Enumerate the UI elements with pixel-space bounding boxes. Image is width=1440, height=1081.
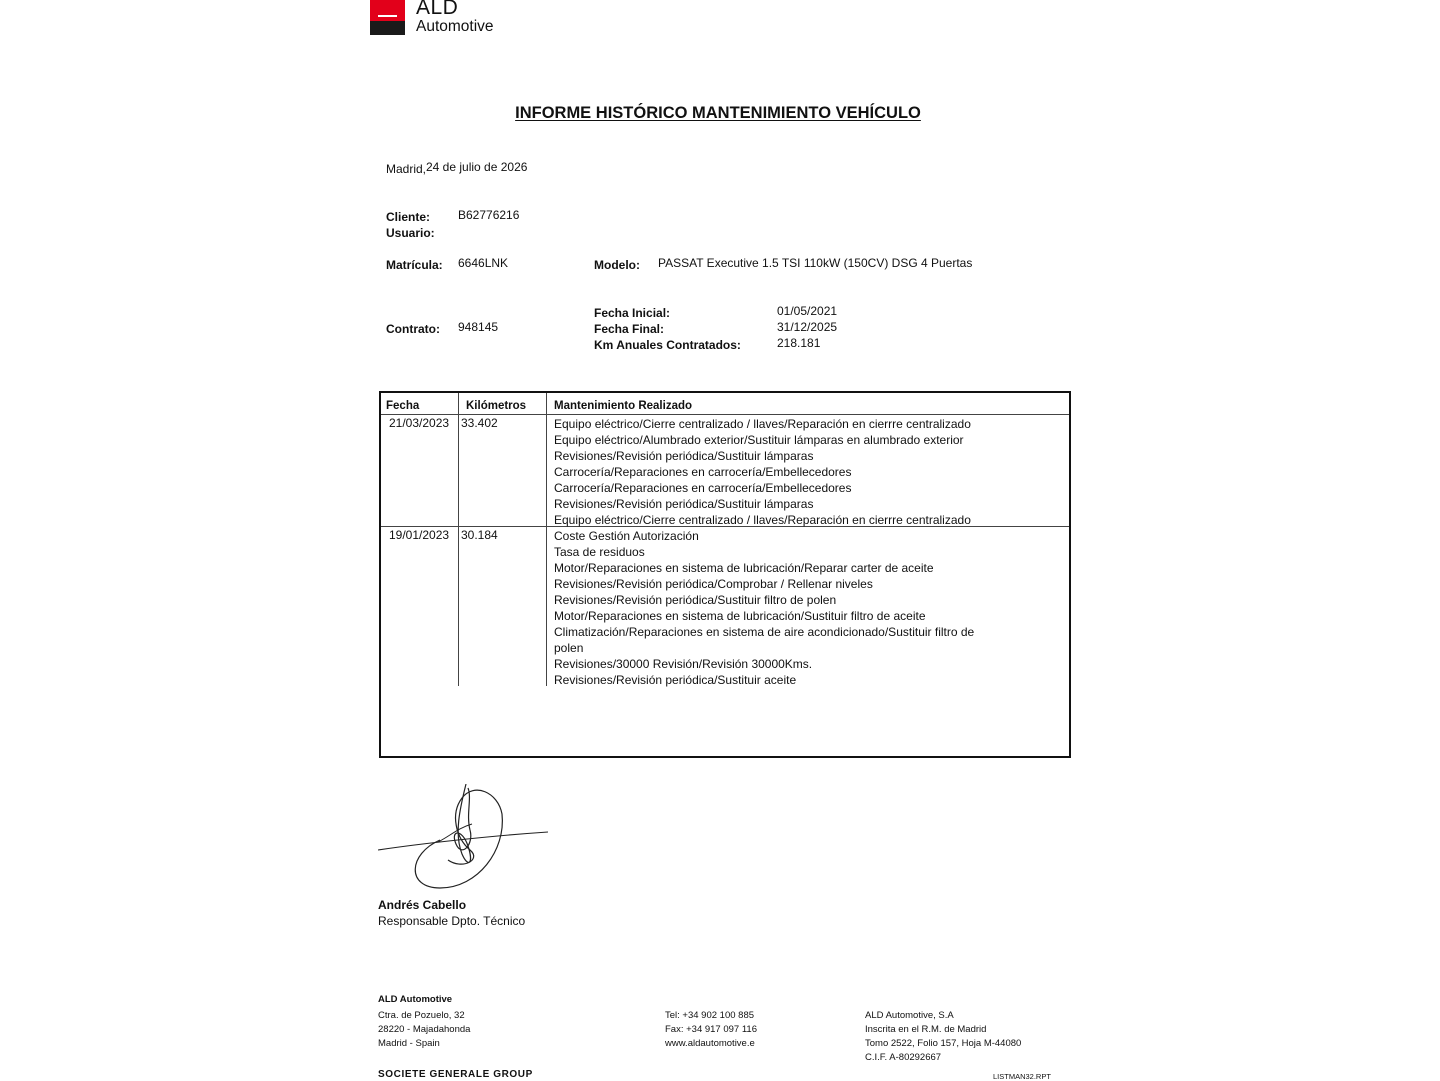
km-anuales-value: 218.181 [777,336,821,350]
footer-address-line: Ctra. de Pozuelo, 32 [378,1010,465,1021]
list-item: Revisiones/Revisión periódica/Sustituir lámparas [554,449,814,463]
report-code: LISTMAN32.RPT [993,1072,1051,1081]
list-item: Carrocería/Reparaciones en carrocería/Embellecedores [554,465,852,479]
col-header-mantenimiento: Mantenimiento Realizado [554,400,693,412]
list-item: Equipo eléctrico/Cierre centralizado / llaves/Reparación en cierrre centralizado [554,513,971,527]
handwritten-signature [378,784,548,890]
list-item: Climatización/Reparaciones en sistema de aire acondicionado/Sustituir filtro de [554,625,975,639]
contrato-value: 948145 [458,320,499,334]
row-2-fecha: 19/01/2023 [389,528,450,542]
list-item: polen [554,641,584,655]
modelo-label: Modelo: [594,258,640,272]
col-header-fecha: Fecha [386,400,420,412]
footer-phone: Tel: +34 902 100 885 [665,1010,755,1021]
list-item: Revisiones/Revisión periódica/Sustituir lámparas [554,497,814,511]
ald-automotive-logo [370,0,502,36]
list-item: Revisiones/Revisión periódica/Sustituir aceite [554,673,797,687]
footer-fax: Fax: +34 917 097 116 [665,1024,757,1035]
matricula-value: 6646LNK [458,256,509,270]
list-item: Revisiones/Revisión periódica/Sustituir filtro de polen [554,593,837,607]
footer-website: www.aldautomotive.e [665,1038,755,1049]
list-item: Equipo eléctrico/Alumbrado exterior/Sustituir lámparas en alumbrado exterior [554,433,964,447]
report-date: 24 de julio de 2026 [426,160,528,174]
list-item: Revisiones/Revisión periódica/Comprobar / Rellenar niveles [554,577,873,591]
list-item: Motor/Reparaciones en sistema de lubricación/Reparar carter de aceite [554,561,934,575]
list-item: Carrocería/Reparaciones en carrocería/Embellecedores [554,481,852,495]
footer-contact [665,1009,757,1051]
table-col-divider-2 [546,393,547,686]
footer-registry-line: C.I.F. A-80292667 [865,1052,942,1063]
footer-registry-line: Inscrita en el R.M. de Madrid [865,1024,987,1035]
list-item: Coste Gestión Autorización [554,529,699,543]
footer-company: ALD Automotive [378,994,453,1005]
signatory-role: Responsable Dpto. Técnico [378,914,526,928]
cliente-value: B62776216 [458,208,520,222]
km-anuales-label: Km Anuales Contratados: [594,338,741,352]
row-1-fecha: 21/03/2023 [389,416,450,430]
contrato-label: Contrato: [386,322,440,336]
fecha-inicial-label: Fecha Inicial: [594,306,671,320]
row-2-km: 30.184 [461,528,498,542]
logo-black-block [370,21,405,35]
list-item: Revisiones/30000 Revisión/Revisión 30000Kms. [554,657,813,671]
footer-address [378,1009,470,1051]
cliente-label: Cliente: [386,210,431,224]
footer-address-line: 28220 - Majadahonda [378,1024,471,1035]
footer-registry [865,1009,1021,1065]
footer-registry-line: Tomo 2522, Folio 157, Hoja M-44080 [865,1038,1022,1049]
row-1-km: 33.402 [461,416,498,430]
col-header-kilometros: Kilómetros [466,400,527,412]
list-item: Tasa de residuos [554,545,645,559]
matricula-label: Matrícula: [386,258,443,272]
row-1-items [554,416,971,528]
logo-red-block [370,0,405,21]
place-label: Madrid, [386,162,427,176]
list-item: Equipo eléctrico/Cierre centralizado / llaves/Reparación en cierrre centralizado [554,417,971,431]
footer-registry-line: ALD Automotive, S.A [865,1010,954,1021]
fecha-inicial-value: 01/05/2021 [777,304,838,318]
modelo-value: PASSAT Executive 1.5 TSI 110kW (150CV) DSG 4 Puertas [658,256,973,270]
table-col-divider-1 [458,393,459,686]
usuario-label: Usuario: [386,226,435,240]
row-2-items [554,528,974,688]
fecha-final-value: 31/12/2025 [777,320,838,334]
list-item: Motor/Reparaciones en sistema de lubricación/Sustituir filtro de aceite [554,609,926,623]
footer-group: SOCIETE GENERALE GROUP [378,1069,533,1080]
document-title: INFORME HISTÓRICO MANTENIMIENTO VEHÍCULO [515,104,921,122]
footer-address-line: Madrid - Spain [378,1038,440,1049]
fecha-final-label: Fecha Final: [594,322,665,336]
logo-automotive-text: Automotive [416,18,494,35]
signatory-name: Andrés Cabello [378,898,467,912]
logo-ald-text: ALD [416,0,459,19]
